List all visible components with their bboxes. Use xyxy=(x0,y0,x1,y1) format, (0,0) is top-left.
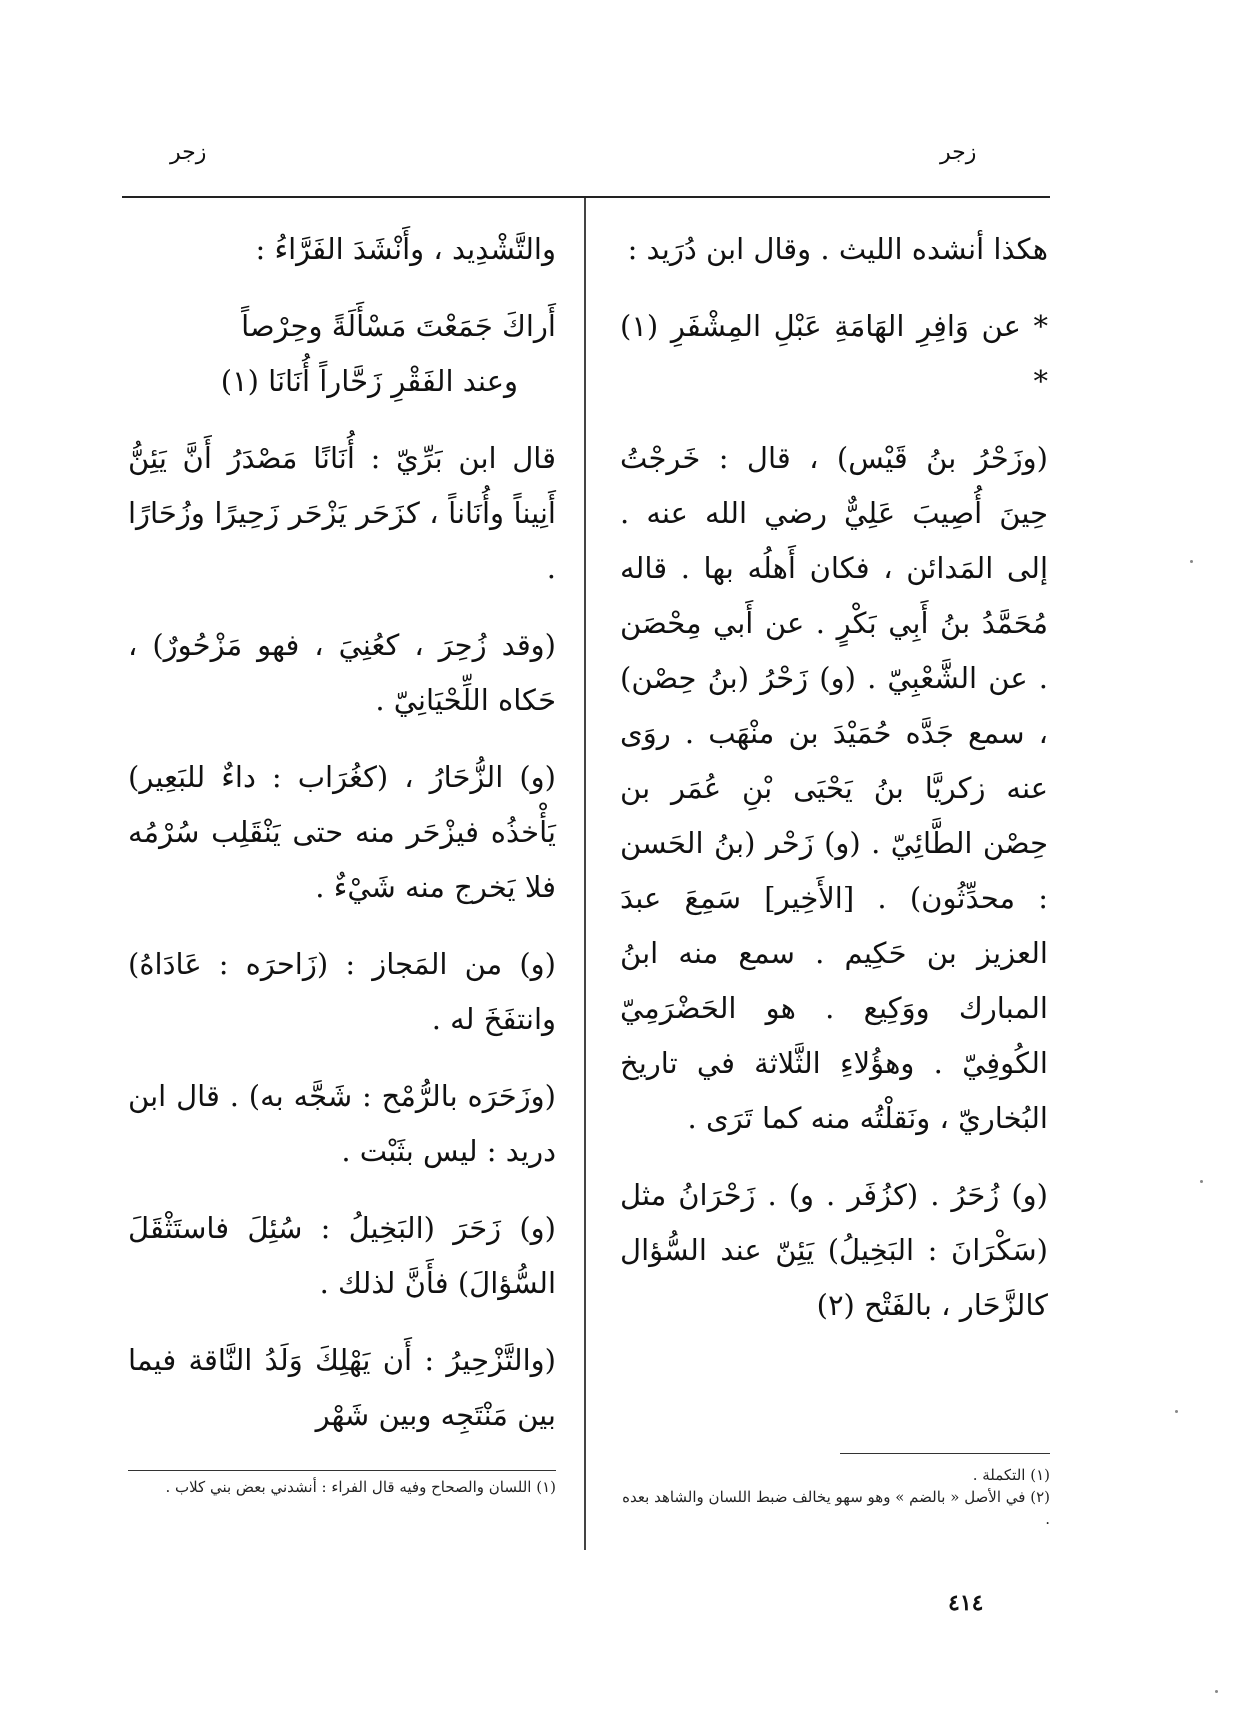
scan-speck xyxy=(1175,1410,1178,1413)
footnote-1-right: (١) التكملة . xyxy=(972,1466,1050,1484)
footnote-rule-left xyxy=(128,1470,556,1471)
left-paragraph-6: (و) زَحَرَ (البَخِيلُ : سُئِلَ فاستَثْقَلَ السُّؤالَ) فأَنَّ لذلك . xyxy=(128,1211,556,1300)
left-paragraph-2: (وقد زُحِرَ ، كعُنِيَ ، فهو مَزْحُورٌ) ، حَكاه اللِّحْيَانِيّ . xyxy=(128,628,556,717)
right-verse-hemistich: * عن وَافِرِ الهَامَةِ عَبْلِ المِشْفَرِ (١) * xyxy=(620,309,1048,398)
page-number: ٤١٤ xyxy=(948,1590,984,1616)
left-paragraph-4: (و) من المَجاز : (زَاحرَه : عَادَاهُ) وانتفَخَ له . xyxy=(128,947,556,1036)
footnote-rule-right xyxy=(840,1453,1050,1454)
right-paragraph-1: هكذا أنشده الليث . وقال ابن دُرَيد : xyxy=(627,232,1048,266)
right-column xyxy=(620,222,1048,1355)
left-paragraph-5: (وزَحَرَه بالرُّمْح : شَجَّه به) . قال ابن دريد : ليس بثَبْت . xyxy=(128,1079,556,1168)
running-header-right: زجر xyxy=(940,140,977,165)
left-verse xyxy=(128,299,556,409)
scan-speck xyxy=(1190,560,1193,563)
footnotes-left xyxy=(128,1476,556,1498)
left-paragraph-7: (والتَّزْحِيرُ : أَن يَهْلِكَ وَلَدُ النَّاقة فيما بين مَنْتَجِه وبين شَهْر xyxy=(128,1343,556,1432)
scan-speck xyxy=(1200,1180,1203,1183)
footnote-2-right: (٢) في الأصل « بالضم » وهو سهو يخالف ضبط اللسان والشاهد بعده . xyxy=(622,1488,1050,1528)
verse-line-1: أَراكَ جَمَعْتَ مَسْأَلَةً وحِرْصاً xyxy=(241,309,556,343)
right-paragraph-3: (و) زُحَرُ . (كزُفَر . و) . زَحْرَانُ مثل (سَكْرَانَ : البَخِيلُ) يَئِنّ عند السُّؤال كالزَّحَار ، بالفَتْح (٢) xyxy=(620,1178,1048,1322)
scan-speck xyxy=(1215,1690,1218,1693)
left-intro: والتَّشْدِيد ، وأَنْشَدَ الفَرَّاءُ : xyxy=(255,232,556,266)
footnotes-right xyxy=(620,1464,1050,1530)
column-divider xyxy=(584,198,586,1550)
footnote-1-left: (١) اللسان والصحاح وفيه قال الفراء : أنشدني بعض بني كلاب . xyxy=(165,1478,556,1496)
left-paragraph-3: (و) الزُّحَارُ ، (كغُرَاب : داءٌ للبَعِير) يَأْخذُه فيزْحَر منه حتى يَنْقَلِب سُرْمُه فلا يَخرج منه شَيْءٌ . xyxy=(128,760,556,904)
header-rule xyxy=(122,196,1050,198)
verse-line-2: وعند الفَقْرِ زَحَّاراً أُنَانَا (١) xyxy=(220,364,518,398)
running-header-left: زجر xyxy=(170,140,207,165)
left-paragraph-1: قال ابن بَرِّيّ : أُنَانًا مَصْدَرُ أَنَّ يَئِنُّ أَنِيناً وأُنَاناً ، كزَحَر يَزْحَر زَحِيرًا وزُحَارًا . xyxy=(128,441,556,585)
left-column xyxy=(128,222,556,1465)
right-paragraph-2: (وزَحْرُ بنُ قَيْس) ، قال : خَرجْتُ حِينَ أُصِيبَ عَلِيٌّ رضي الله عنه . إلى المَدائن ، فكان أَهلُه بها . قاله مُحَمَّدُ بنُ أَبِي بَكْرٍ . عن أَبي مِحْصَن . عن الشَّعْبِيّ . (و) زَحْرُ (بنُ حِصْن) ، سمع جَدَّه حُمَيْدَ بن منْهَب . روَى عنه زكريَّا بنُ يَحْيَى بْنِ عُمَر بن حِصْن الطَّائِيّ . (و) زَحْر (بنُ الحَسن : محدِّثُون) . [الأَخِير] سَمِعَ عبدَ العزيز بن حَكِيم . سمع منه ابنُ المبارك ووَكِيع . هو الحَضْرَمِيّ الكُوفِيّ . وهؤُلاءِ الثَّلاثة في تاريخ البُخاريّ ، ونَقلْتُه منه كما تَرَى . xyxy=(620,441,1048,1135)
